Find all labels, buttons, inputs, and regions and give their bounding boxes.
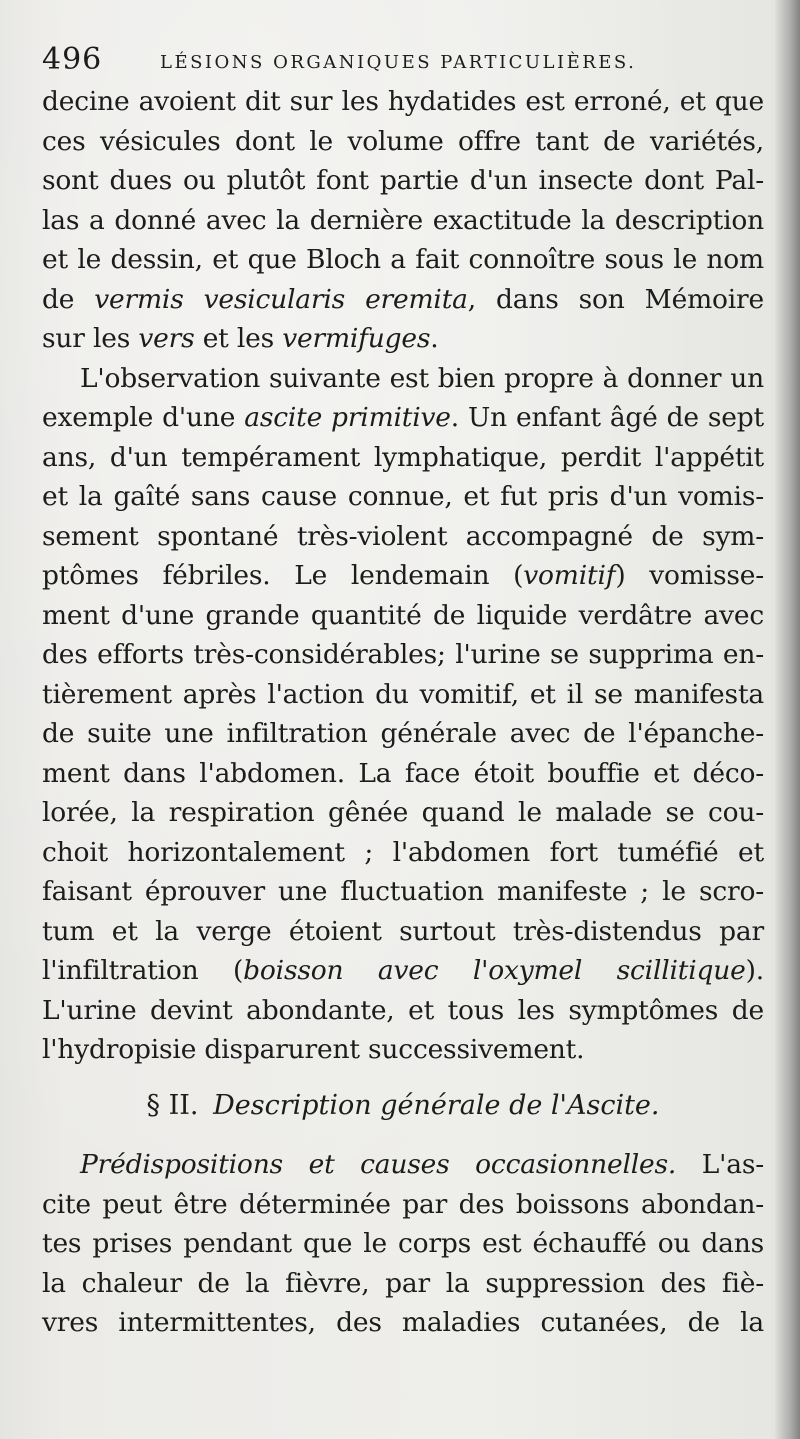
text-line: choit horizontalement ; l'abdomen fort tuméfié et <box>42 836 764 868</box>
text-line: et le dessin, et que Bloch a fait connoître sous le nom <box>42 244 764 275</box>
italic-subheading: Prédispositions et causes occasionnelles. <box>80 1149 677 1180</box>
text-line: sement spontané très-violent accompagné de sym- <box>42 520 764 552</box>
text-line <box>42 398 764 438</box>
text-run: ptômes fébriles. Le lendemain ( <box>42 560 524 591</box>
text-line: vres intermittentes, des maladies cutanées, de la <box>42 1307 764 1338</box>
text-line: tes prises pendant que le corps est échauffé ou dans <box>42 1228 764 1259</box>
page-gutter-shadow <box>774 0 800 1439</box>
italic-term: vermifuges <box>282 323 431 354</box>
page-header <box>42 42 762 82</box>
text-line: sont dues ou plutôt font partie d'un insecte dont Pal- <box>42 165 764 196</box>
text-line <box>42 1145 764 1185</box>
text-run: de <box>42 283 95 315</box>
running-head: LÉSIONS ORGANIQUES PARTICULIÈRES. <box>160 52 637 73</box>
text-run: sur les <box>42 323 139 354</box>
italic-term: vomitif <box>523 560 616 591</box>
text-run: . Un enfant âgé de sept <box>450 402 764 433</box>
text-line: tièrement après l'action du vomitif, et il se manifesta <box>42 678 764 710</box>
text-line: ces vésicules dont le volume offre tant de variétés, <box>42 125 764 157</box>
text-block-upper <box>42 82 764 1121</box>
text-line <box>42 280 764 320</box>
text-line: ans, d'un tempérament lymphatique, perdit l'appétit <box>42 441 764 473</box>
text-line: cite peut être déterminée par des boissons abondan- <box>42 1188 764 1220</box>
text-run: L'as- <box>676 1149 764 1180</box>
text-run: ). <box>745 955 764 986</box>
italic-term: vers <box>138 323 195 354</box>
text-run: , dans son Mémoire <box>467 283 764 315</box>
text-line: de suite une infiltration générale avec de l'épanche- <box>42 718 764 749</box>
text-line: faisant éprouver une fluctuation manifeste ; le scro- <box>42 876 764 907</box>
text-line: L'urine devint abondante, et tous les symptômes de <box>42 994 764 1026</box>
text-line <box>42 556 764 596</box>
text-run: exemple d'une <box>42 402 245 433</box>
text-line: la chaleur de la fièvre, par la suppression des fiè- <box>42 1267 764 1299</box>
text-line: des efforts très-considérables; l'urine se supprima en- <box>42 639 764 670</box>
text-line: tum et la verge étoient surtout très-distendus par <box>42 915 764 947</box>
text-line: L'observation suivante est bien propre à donner un <box>80 362 764 394</box>
text-line: ment d'une grande quantité de liquide verdâtre avec <box>42 599 764 631</box>
text-run: et les <box>194 323 283 354</box>
text-line <box>42 951 764 991</box>
page-number: 496 <box>42 42 103 77</box>
text-line <box>42 319 764 359</box>
text-line: decine avoient dit sur les hydatides est erroné, et que <box>42 86 764 117</box>
text-block-lower <box>42 1145 764 1343</box>
section-number: § II. <box>146 1090 199 1121</box>
text-run: ) vomisse- <box>615 560 764 591</box>
text-run: . <box>430 323 439 354</box>
text-line: ment dans l'abdomen. La face étoit bouffie et déco- <box>42 757 764 789</box>
text-line: et la gaîté sans cause connue, et fut pris d'un vomis- <box>42 481 764 512</box>
text-line: lorée, la respiration gênée quand le malade se cou- <box>42 797 764 828</box>
italic-term: ascite primitive <box>244 402 451 433</box>
text-run: l'infiltration ( <box>42 955 244 986</box>
text-line: las a donné avec la dernière exactitude la description <box>42 204 764 236</box>
section-title: Description générale de l'Ascite. <box>213 1090 660 1121</box>
text-line: l'hydropisie disparurent successivement. <box>42 1034 585 1065</box>
section-heading <box>42 1090 764 1121</box>
italic-term: boisson avec l'oxymel scillitique <box>243 955 746 986</box>
italic-latin-term: vermis vesicularis eremita <box>94 283 468 315</box>
